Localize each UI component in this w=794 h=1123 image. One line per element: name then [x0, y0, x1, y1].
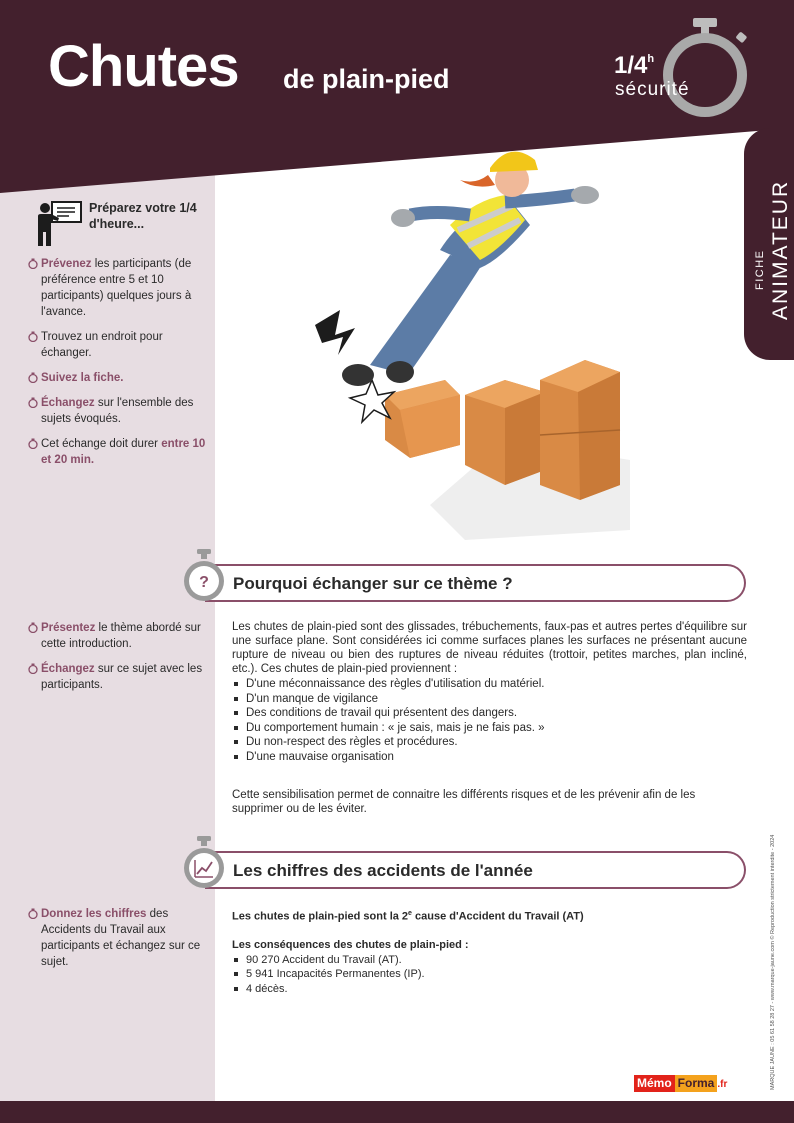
stopwatch-bullet-icon: [28, 622, 38, 633]
chart-stopwatch-icon: [182, 836, 226, 890]
section2-bullet-list: [232, 953, 747, 997]
stopwatch-bullet-icon: [28, 908, 38, 919]
footer-bar: [0, 1101, 794, 1123]
logo-memo: Mémo: [634, 1075, 675, 1092]
section2-body: [232, 907, 747, 996]
logo-tld: .fr: [717, 1079, 728, 1090]
list-item: D'une mauvaise organisation: [232, 750, 747, 765]
list-item-text: des Accidents du Travail aux participants et échangez sur ce sujet.: [41, 908, 201, 968]
list-item-text: sur ce sujet avec les participants.: [41, 663, 203, 691]
brand-fraction-sup: h: [647, 53, 655, 65]
list-item: [28, 395, 208, 427]
list-item: D'un manque de vigilance: [232, 692, 747, 707]
section2-side-list: [28, 906, 208, 979]
section1-side-list: [28, 620, 208, 702]
list-item-text: Trouvez un endroit pour échanger.: [41, 331, 163, 359]
presenter-board-icon: [35, 200, 83, 248]
list-item: Du non-respect des règles et procédures.: [232, 735, 747, 750]
list-item-text: sur l'ensemble des sujets évoqués.: [41, 397, 194, 425]
list-item-highlight: Suivez la fiche.: [41, 372, 124, 384]
list-item-text: le thème abordé sur cette introduction.: [41, 622, 201, 650]
section1-conclusion: Cette sensibilisation permet de connaitre les différents risques et de les prévenir afin de les supprimer ou de les éviter.: [232, 789, 696, 815]
copyright-credit: MARQUE JAUNE : 05 61 58 28 27 - www.marque-jaune.com © Reproduction strictement interdite - 2024: [770, 834, 776, 1090]
section2-lead-sup: e: [408, 910, 412, 917]
section1-intro: Les chutes de plain-pied sont des glissades, trébuchements, faux-pas et autres pertes d'équilibre sur une surface plane. Sont considérées ici comme surfaces planes les surfaces ne présentant aucune rupture de niveau ou bien des ruptures de niveau réduites (trottoir, petites marches, plan incliné, etc.). Ces chutes de plain-pied proviennent :: [232, 621, 747, 675]
brand-fraction: [614, 54, 654, 78]
memoforma-logo: [634, 1075, 727, 1092]
list-item-highlight: Échangez: [41, 397, 95, 409]
section2-lead: [232, 907, 747, 924]
list-item-text: Cet échange doit durer: [41, 438, 162, 450]
box-stack-middle: [465, 380, 545, 485]
stopwatch-bullet-icon: [28, 372, 38, 383]
list-item-highlight: Donnez les chiffres: [41, 908, 147, 920]
box-stack-right: [540, 360, 620, 500]
list-item-highlight: Prévenez: [41, 258, 92, 270]
section1-bullet-list: [232, 677, 747, 764]
question-stopwatch-icon: [182, 549, 226, 603]
page-title: Chutes: [48, 34, 239, 99]
prepare-list: [28, 256, 208, 477]
stopwatch-bullet-icon: [28, 258, 38, 269]
list-item: [28, 329, 208, 361]
list-item: [28, 661, 208, 693]
section2-lead-pre: Les chutes de plain-pied sont la 2: [232, 910, 409, 923]
list-item: [28, 370, 208, 386]
list-item: [28, 906, 208, 970]
stopwatch-bullet-icon: [28, 438, 38, 449]
list-item: 5 941 Incapacités Permanentes (IP).: [232, 967, 747, 982]
list-item: 90 270 Accident du Travail (AT).: [232, 953, 747, 968]
logo-forma: Forma: [675, 1075, 718, 1092]
section2-consequences-title: Les conséquences des chutes de plain-pied :: [232, 938, 469, 951]
falling-worker-illustration: [300, 140, 630, 540]
stopwatch-bullet-icon: [28, 397, 38, 408]
stopwatch-bullet-icon: [28, 663, 38, 674]
stopwatch-bullet-icon: [28, 331, 38, 342]
page-subtitle: de plain-pied: [283, 64, 450, 94]
box-left: [385, 380, 460, 458]
list-item: [28, 436, 208, 468]
brand-fraction-text: 1/4: [614, 52, 648, 79]
brand-word: sécurité: [615, 79, 690, 100]
list-item: [28, 620, 208, 652]
list-item-text: les participants (de préférence entre 5 et 10 participants) quelques jours à l'avance.: [41, 258, 192, 318]
section1-body: [232, 620, 747, 816]
tab-label-small: FICHE: [754, 249, 766, 290]
list-item: [28, 256, 208, 320]
list-item-highlight: entre 10 et 20 min.: [41, 438, 206, 466]
section1-title: Pourquoi échanger sur ce thème ?: [233, 574, 513, 593]
list-item: Du comportement humain : « je sais, mais je ne fais pas. »: [232, 721, 747, 736]
question-mark-text: ?: [199, 574, 209, 591]
section2-title: Les chiffres des accidents de l'année: [233, 861, 533, 880]
section2-lead-post: cause d'Accident du Travail (AT): [411, 910, 584, 923]
prepare-title: Préparez votre 1/4 d'heure...: [89, 201, 197, 231]
list-item-highlight: Présentez: [41, 622, 96, 634]
list-item: Des conditions de travail qui présentent des dangers.: [232, 706, 747, 721]
list-item: 4 décès.: [232, 982, 747, 997]
tab-label-large: ANIMATEUR: [769, 179, 792, 320]
list-item: D'une méconnaissance des règles d'utilisation du matériel.: [232, 677, 747, 692]
list-item-highlight: Échangez: [41, 663, 95, 675]
